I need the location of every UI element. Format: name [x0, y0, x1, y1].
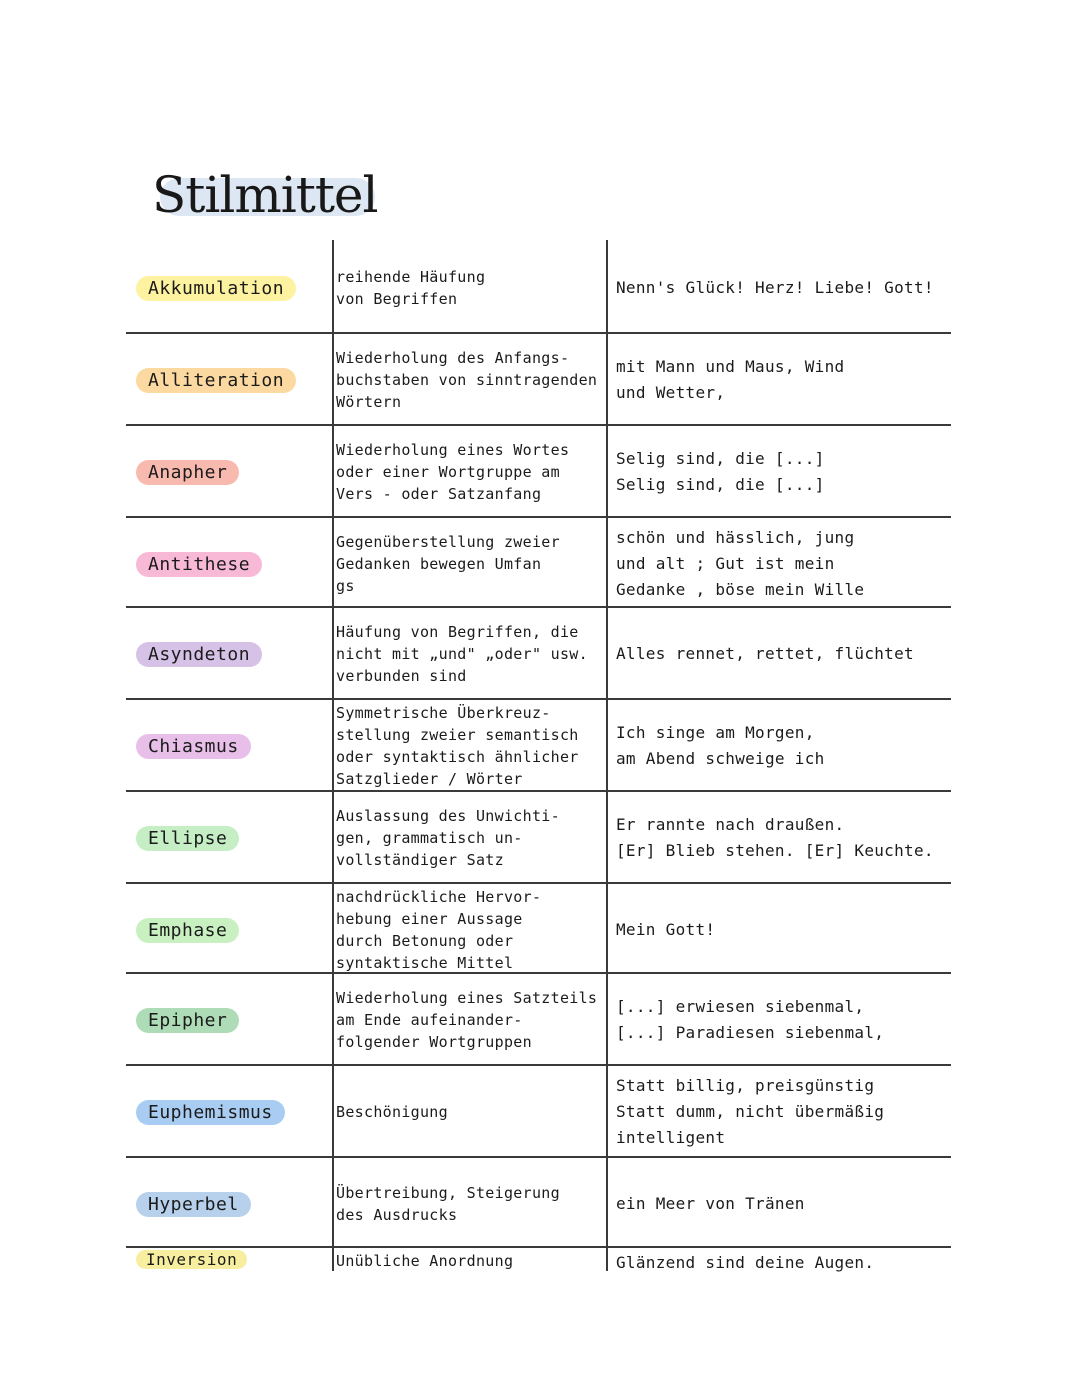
- example-line: und alt ; Gut ist mein: [616, 554, 835, 573]
- example-line: [Er] Blieb stehen. [Er] Keuchte.: [616, 841, 934, 860]
- term-label: Chiasmus: [136, 734, 251, 759]
- term-label: Euphemismus: [136, 1100, 285, 1125]
- definition-line: hebung einer Aussage: [336, 910, 523, 928]
- example-line: Statt dumm, nicht übermäßig: [616, 1102, 885, 1121]
- term-label: Emphase: [136, 918, 239, 943]
- definition-line: buchstaben von sinntragenden: [336, 371, 598, 389]
- term-label: Epipher: [136, 1008, 239, 1033]
- definition-line: Wiederholung des Anfangs-: [336, 349, 570, 367]
- definition-line: vollständiger Satz: [336, 851, 504, 869]
- definition: [336, 1182, 604, 1226]
- definition-line: Satzglieder / Wörter: [336, 770, 523, 788]
- example-line: Er rannte nach draußen.: [616, 815, 845, 834]
- definition: [336, 805, 604, 871]
- definition-line: verbunden sind: [336, 667, 467, 685]
- table-row: [126, 792, 951, 884]
- table-row: [126, 700, 951, 792]
- example: [616, 525, 946, 603]
- definition: [336, 621, 604, 687]
- table-row: [126, 334, 951, 426]
- term-label: Hyperbel: [136, 1192, 251, 1217]
- title-block: [152, 166, 378, 224]
- term-label: Alliteration: [136, 368, 296, 393]
- definition-line: reihende Häufung: [336, 268, 486, 286]
- definition-line: nicht mit „und" „oder" usw.: [336, 645, 588, 663]
- definition-line: des Ausdrucks: [336, 1206, 458, 1224]
- example: [616, 917, 946, 943]
- definition-line: gs: [336, 577, 355, 595]
- definition-line: Unübliche Anordnung: [336, 1252, 514, 1270]
- definition-line: Vers - oder Satzanfang: [336, 485, 542, 503]
- term-label: Asyndeton: [136, 642, 262, 667]
- definition-line: Gedanken bewegen Umfan: [336, 555, 542, 573]
- page-title: Stilmittel: [152, 166, 378, 224]
- definition-line: Wiederholung eines Satzteils: [336, 989, 598, 1007]
- example: [616, 1073, 946, 1151]
- table-row: [126, 518, 951, 610]
- example: [616, 994, 946, 1046]
- term-label: Antithese: [136, 552, 262, 577]
- term-label: Anapher: [136, 460, 239, 485]
- example: [616, 641, 946, 667]
- definition-line: Übertreibung, Steigerung: [336, 1184, 560, 1202]
- definition-line: Häufung von Begriffen, die: [336, 623, 579, 641]
- definition-line: am Ende aufeinander-: [336, 1011, 523, 1029]
- example-line: Nenn's Glück! Herz! Liebe! Gott!: [616, 278, 934, 297]
- example-line: Glänzend sind deine Augen.: [616, 1253, 875, 1272]
- example: [616, 275, 946, 301]
- definition-line: Beschönigung: [336, 1103, 448, 1121]
- example-line: am Abend schweige ich: [616, 749, 825, 768]
- example-line: und Wetter,: [616, 383, 726, 402]
- example: [616, 446, 946, 498]
- term-label: Inversion: [136, 1250, 247, 1269]
- example-line: Gedanke , böse mein Wille: [616, 580, 865, 599]
- example: [616, 354, 946, 406]
- example-line: ein Meer von Tränen: [616, 1194, 805, 1213]
- table-row: [126, 974, 951, 1066]
- table-row: [126, 426, 951, 518]
- table-row: [126, 1158, 951, 1250]
- definition: [336, 439, 604, 505]
- term-label: Ellipse: [136, 826, 239, 851]
- definition: [336, 886, 604, 974]
- definition-line: folgender Wortgruppen: [336, 1033, 532, 1051]
- example: [616, 720, 946, 772]
- example-line: Statt billig, preisgünstig: [616, 1076, 875, 1095]
- definition-line: oder einer Wortgruppe am: [336, 463, 560, 481]
- definition: [336, 266, 604, 310]
- example-line: intelligent: [616, 1128, 726, 1147]
- example-line: mit Mann und Maus, Wind: [616, 357, 845, 376]
- definition-line: durch Betonung oder: [336, 932, 514, 950]
- definition-line: nachdrückliche Hervor-: [336, 888, 542, 906]
- example-line: Ich singe am Morgen,: [616, 723, 815, 742]
- table-row: [126, 884, 951, 976]
- table-row: [126, 242, 951, 334]
- definition-line: gen, grammatisch un-: [336, 829, 523, 847]
- definition-line: Gegenüberstellung zweier: [336, 533, 560, 551]
- definition: [336, 987, 604, 1053]
- example-line: Selig sind, die [...]: [616, 475, 825, 494]
- example: [616, 1250, 946, 1276]
- definition: [336, 347, 604, 413]
- example-line: schön und hässlich, jung: [616, 528, 855, 547]
- example: [616, 812, 946, 864]
- definition: [336, 1101, 604, 1123]
- example: [616, 1191, 946, 1217]
- example-line: Selig sind, die [...]: [616, 449, 825, 468]
- example-line: Mein Gott!: [616, 920, 716, 939]
- definition-line: oder syntaktisch ähnlicher: [336, 748, 579, 766]
- definition-line: Auslassung des Unwichti-: [336, 807, 560, 825]
- example-line: [...] erwiesen siebenmal,: [616, 997, 865, 1016]
- definition-line: syntaktische Mittel: [336, 954, 514, 972]
- table-row: [126, 1248, 951, 1274]
- definition-line: Symmetrische Überkreuz-: [336, 704, 551, 722]
- definition-line: von Begriffen: [336, 290, 458, 308]
- table-row: [126, 608, 951, 700]
- definition: [336, 702, 604, 790]
- term-label: Akkumulation: [136, 276, 296, 301]
- definition: [336, 531, 604, 597]
- example-line: [...] Paradiesen siebenmal,: [616, 1023, 885, 1042]
- definition: [336, 1250, 604, 1272]
- definition-line: Wörtern: [336, 393, 402, 411]
- definition-line: Wiederholung eines Wortes: [336, 441, 570, 459]
- example-line: Alles rennet, rettet, flüchtet: [616, 644, 914, 663]
- definition-line: stellung zweier semantisch: [336, 726, 579, 744]
- table-row: [126, 1066, 951, 1158]
